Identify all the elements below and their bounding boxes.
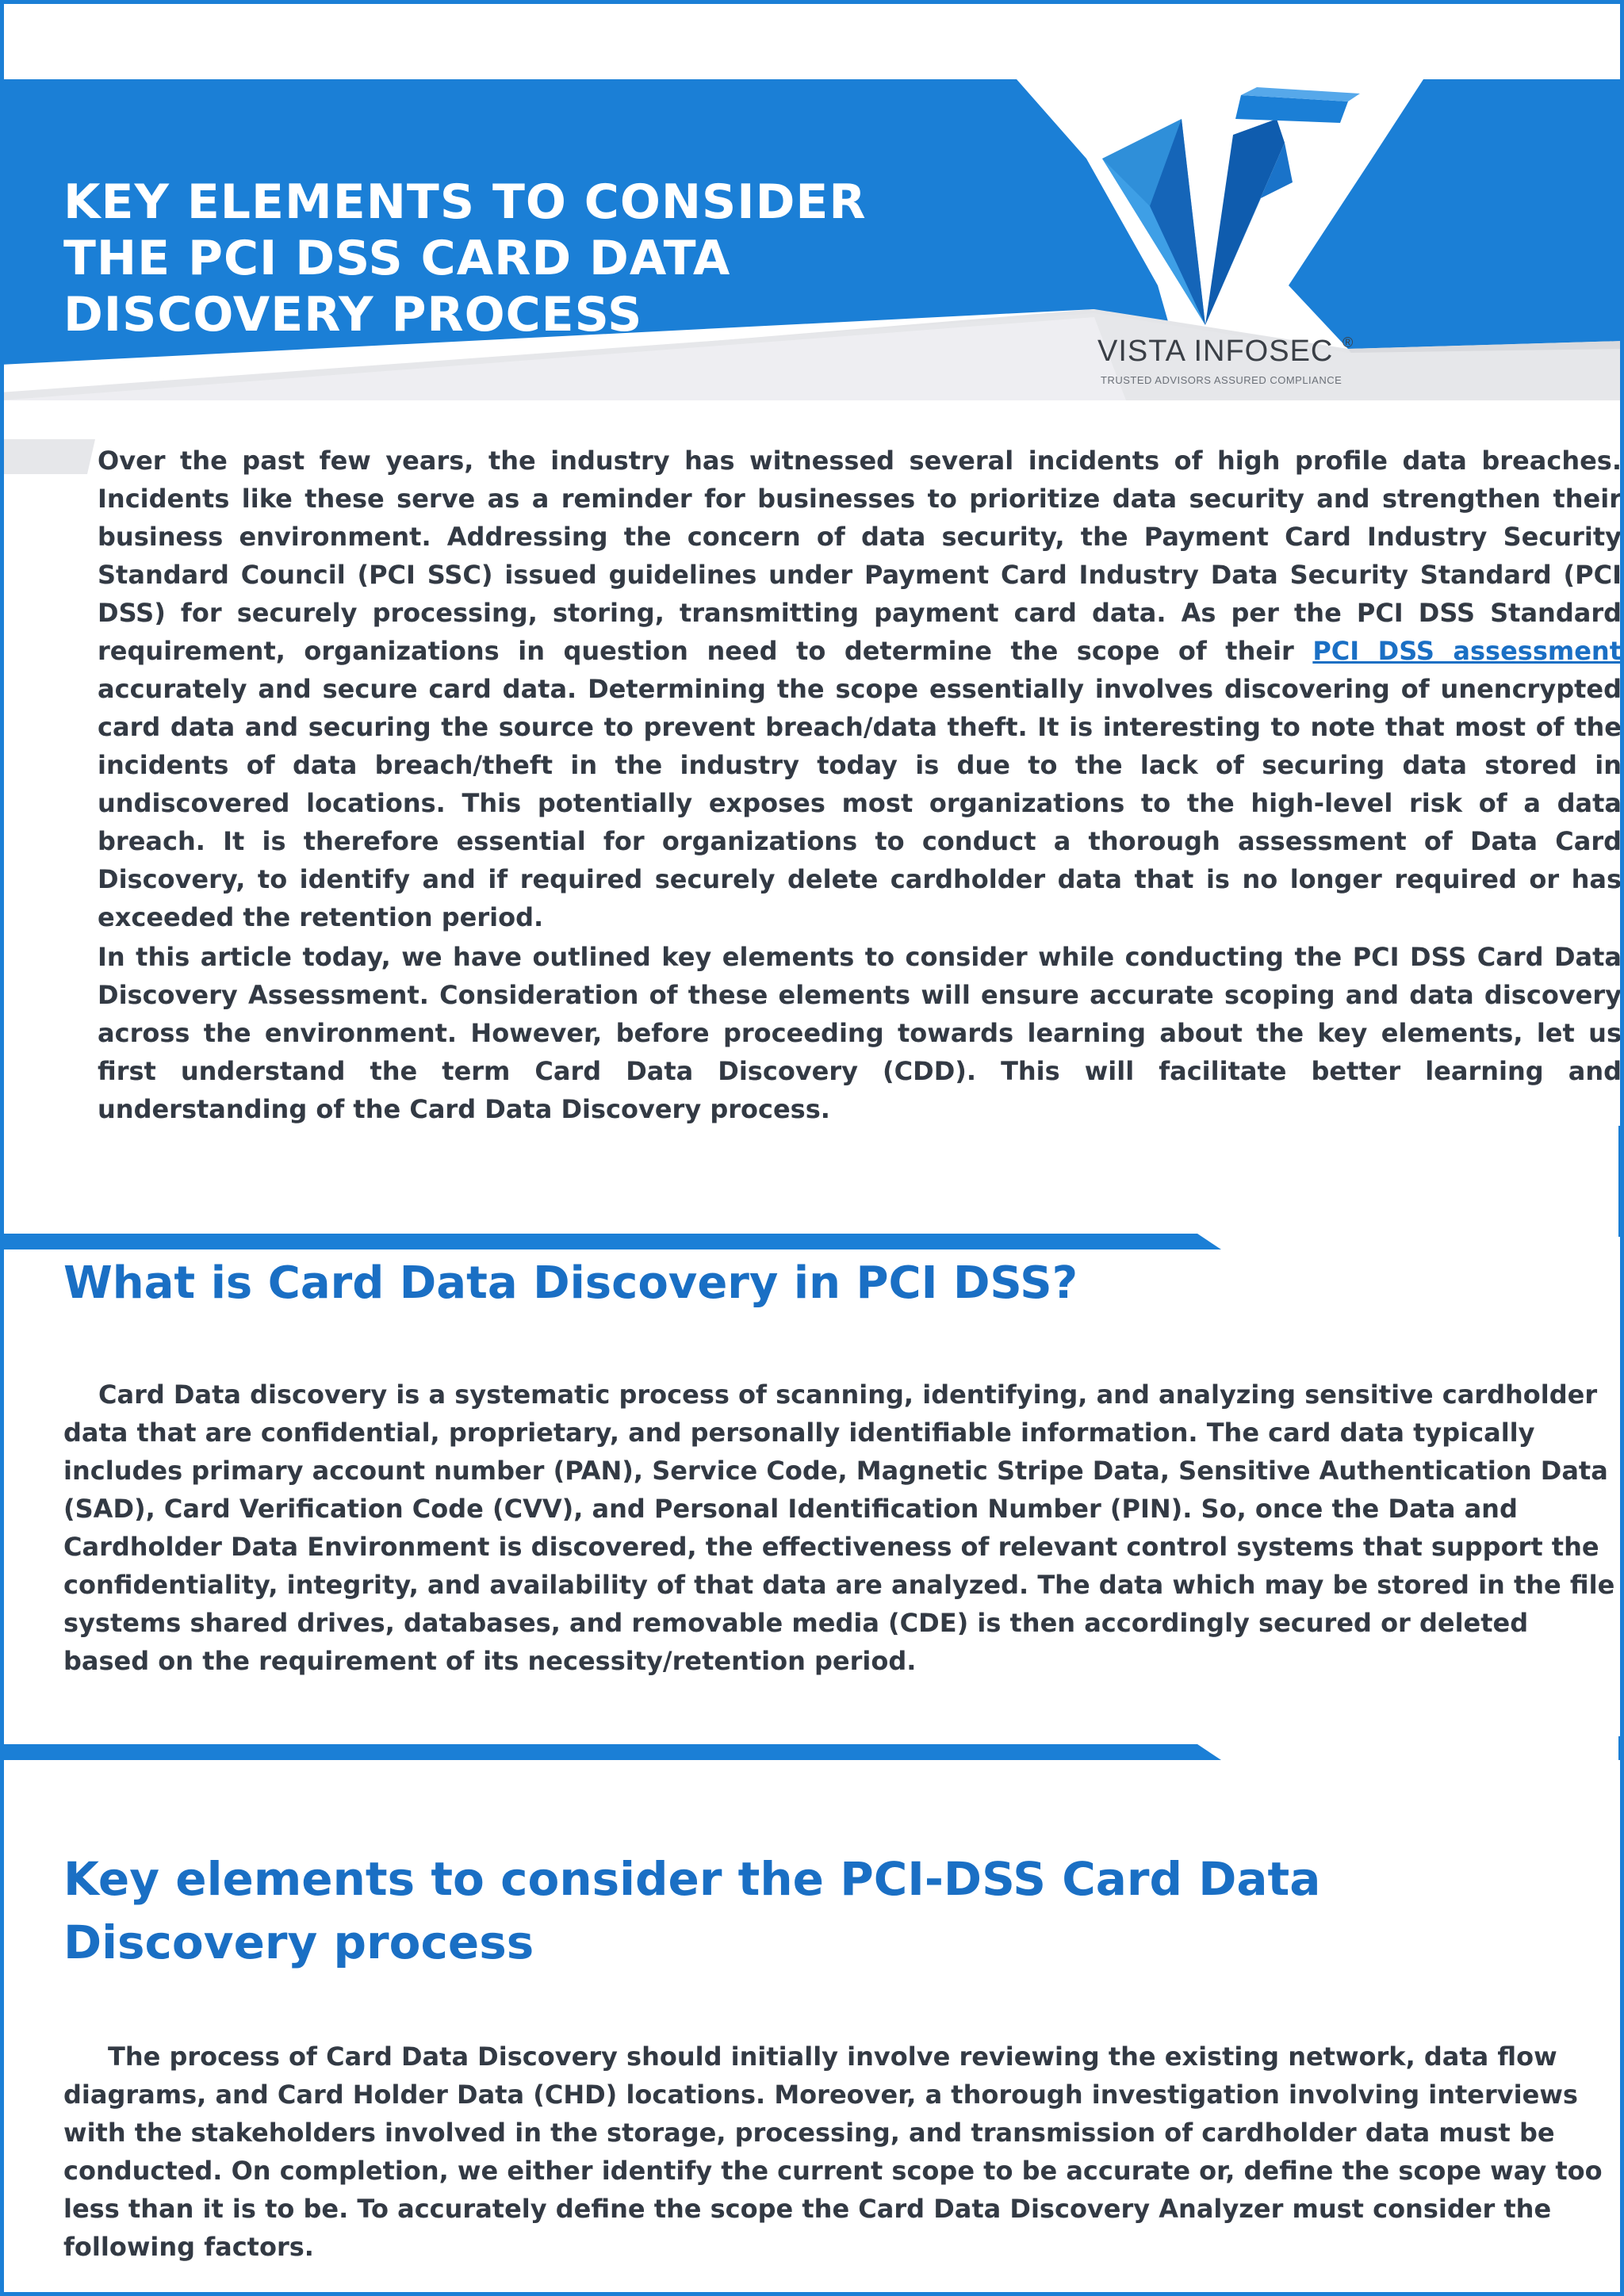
title-line-3: DISCOVERY PROCESS — [63, 287, 643, 342]
title-line-1: KEY ELEMENTS TO CONSIDER — [63, 174, 867, 230]
intro-tab-decoration — [0, 439, 95, 474]
pci-dss-assessment-link[interactable]: PCI DSS assessment — [1312, 636, 1622, 666]
section-heading-card-data-discovery: What is Card Data Discovery in PCI DSS? — [63, 1257, 1078, 1309]
intro-text-after-link: accurately and secure card data. Determining the scope essentially involves discovering of unencrypted card data and securing the source to prevent breach/data theft. It is interesting to note that most of the incidents of data breach/theft in the industry today is due to the lack of securing data stored in undiscovered locations. This potentially exposes most organizations to the high-level risk of a data breach. It is therefore essential for organizations to conduct a thorough assessment of Data Card Discovery, to identify and if required securely delete cardholder data that is no longer required or has exceeded the retention period. — [98, 674, 1622, 932]
section-1-paragraph: Card Data discovery is a systematic process of scanning, identifying, and analyzing sensitive cardholder data that are confidential, proprietary, and personally identifiable information. The card data typically includes primary account number (PAN), Service Code, Magnetic Stripe Data, Sensitive Authentication Data (SAD), Card Verification Code (CVV), and Personal Identification Number (PIN). So, once the Data and Cardholder Data Environment is discovered, the effectiveness of relevant control systems that support the confidentiality, integrity, and availability of that data are analyzed. The data which may be stored in the file systems shared drives, databases, and removable media (CDE) is then accordingly secured or deleted based on the requirement of its necessity/retention period. — [63, 1380, 1615, 1676]
logo-registered-mark: ® — [1342, 335, 1354, 350]
section-2-paragraph: The process of Card Data Discovery should initially involve reviewing the existing network, data flow diagrams, and Card Holder Data (CHD) locations. Moreover, a thorough investigation involving interviews with the stakeholders involved in the storage, processing, and transmission of cardholder data must be conducted. On completion, we either identify the current scope to be accurate or, define the scope way too less than it is to be. To accurately define the scope the Card Data Discovery Analyzer must consider the following factors. — [63, 2042, 1603, 2262]
logo-tagline: TRUSTED ADVISORS ASSURED COMPLIANCE — [1101, 374, 1342, 386]
title-line-2: THE PCI DSS CARD DATA — [63, 231, 731, 286]
logo-name: VISTA INFOSEC — [1097, 335, 1334, 368]
right-edge-accent — [1618, 1126, 1622, 1237]
section-heading-key-elements: Key elements to consider the PCI-DSS Card Data Discovery process — [63, 1852, 1321, 1969]
intro-paragraph-1 — [98, 442, 1622, 936]
right-edge-accent-2 — [1618, 1736, 1622, 1760]
document-title — [63, 174, 975, 343]
intro-text-before-link: Over the past few years, the industry has witnessed several incidents of high profile data breaches. Incidents like these serve as a reminder for businesses to prioritize data security and strengthen their business environment. Addressing the concern of data security, the Payment Card Industry Security Standard Council (PCI SSC) issued guidelines under Payment Card Industry Data Security Standard (PCI DSS) for securely processing, storing, transmitting payment card data. As per the PCI DSS Standard requirement, organizations in question need to determine the scope of their — [98, 446, 1622, 666]
section-divider-2 — [0, 1744, 1221, 1760]
section-divider-1 — [0, 1234, 1221, 1249]
intro-paragraph-2: In this article today, we have outlined key elements to consider while conducting the PCI DSS Card Data Discovery Assessment. Consideration of these elements will ensure accurate scoping and data discovery across the environment. However, before proceeding towards learning about the key elements, let us first understand the term Card Data Discovery (CDD). This will facilitate better learning and understanding of the Card Data Discovery process. — [98, 942, 1622, 1124]
